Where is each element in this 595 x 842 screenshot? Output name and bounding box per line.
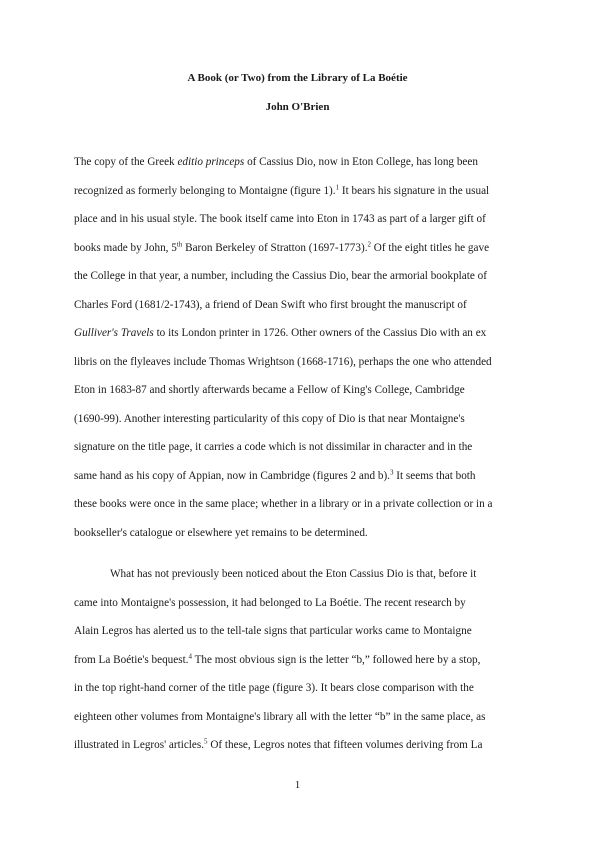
text-line: bookseller's catalogue or elsewhere yet remains to be determined. (74, 526, 368, 539)
text-line: illustrated in Legros' articles.$^5$ Of these, Legros notes that fifteen volumes deriving from La (74, 737, 483, 751)
text-line: (1690-99). Another interesting particularity of this copy of Dio is that near Montaigne's (74, 412, 465, 425)
page-number: 1 (294, 779, 301, 791)
italic-title: editio princeps (177, 156, 245, 168)
text-line: books made by John, 5th Baron Berkeley of Stratton (1697-1773).$^2$ Of the eight titles he gave (74, 239, 490, 254)
text-line: same hand as his copy of Appian, now in Cambridge (figures 2 and b).$^3$ It seems that both (74, 467, 476, 482)
text-line: the College in that year, a number, including the Cassius Dio, bear the armorial bookplate of (74, 270, 487, 282)
footnote-ref[interactable]: 1 (335, 182, 340, 191)
paragraph-1 (74, 148, 534, 547)
text-line: Charles Ford (1681/2-1743), a friend of Dean Swift who first brought the manuscript of (74, 298, 467, 311)
text-line: Alain Legros has alerted us to the tell-tale signs that particular works came to Montaigne (74, 625, 472, 637)
footnote-ref[interactable]: 5 (204, 737, 208, 746)
text-line: these books were once in the same place; whether in a library or in a private collection or in a (74, 498, 493, 510)
paragraph-2 (74, 560, 534, 760)
author-name: John O'Brien (265, 101, 330, 113)
footnote-ref[interactable]: th (176, 239, 183, 248)
text-line: What has not previously been noticed about the Eton Cassius Dio is that, before it (110, 568, 477, 580)
text-line: came into Montaigne's possession, it had belonged to La Boétie. The recent research by (74, 596, 466, 609)
text-line: signature on the title page, it carries a code which is not dissimilar in character and in the (74, 441, 473, 453)
italic-title: Gulliver's Travels (74, 327, 154, 339)
text-line: recognized as formerly belonging to Montaigne (figure 1).$^1$ It bears his signature in the usual (74, 182, 490, 197)
text-line: The copy of the Greek editio princeps of Cassius Dio, now in Eton College, has long been (74, 156, 478, 168)
paper-title: A Book (or Two) from the Library of La Boétie (187, 72, 408, 84)
text-line: Eton in 1683-87 and shortly afterwards became a Fellow of King's College, Cambridge (74, 384, 465, 396)
text-line: libris on the flyleaves include Thomas Wrightson (1668-1716), perhaps the one who attended (74, 355, 492, 368)
footnote-ref[interactable]: 3 (389, 467, 394, 476)
text-line: Gulliver's Travels to its London printer in 1726. Other owners of the Cassius Dio with an ex (74, 327, 487, 339)
text-line: place and in his usual style. The book itself came into Eton in 1743 as part of a larger gift of (74, 213, 486, 225)
text-line: in the top right-hand corner of the title page (figure 3). It bears close comparison with the (74, 682, 474, 694)
footnote-ref[interactable]: 2 (367, 239, 371, 248)
text-line: eighteen other volumes from Montaigne's library all with the letter “b” in the same place, as (74, 710, 486, 723)
text-line: from La Boétie's bequest.$^4$ The most obvious sign is the letter “b,” followed here by a stop, (74, 651, 481, 666)
footnote-ref[interactable]: 4 (188, 651, 192, 660)
